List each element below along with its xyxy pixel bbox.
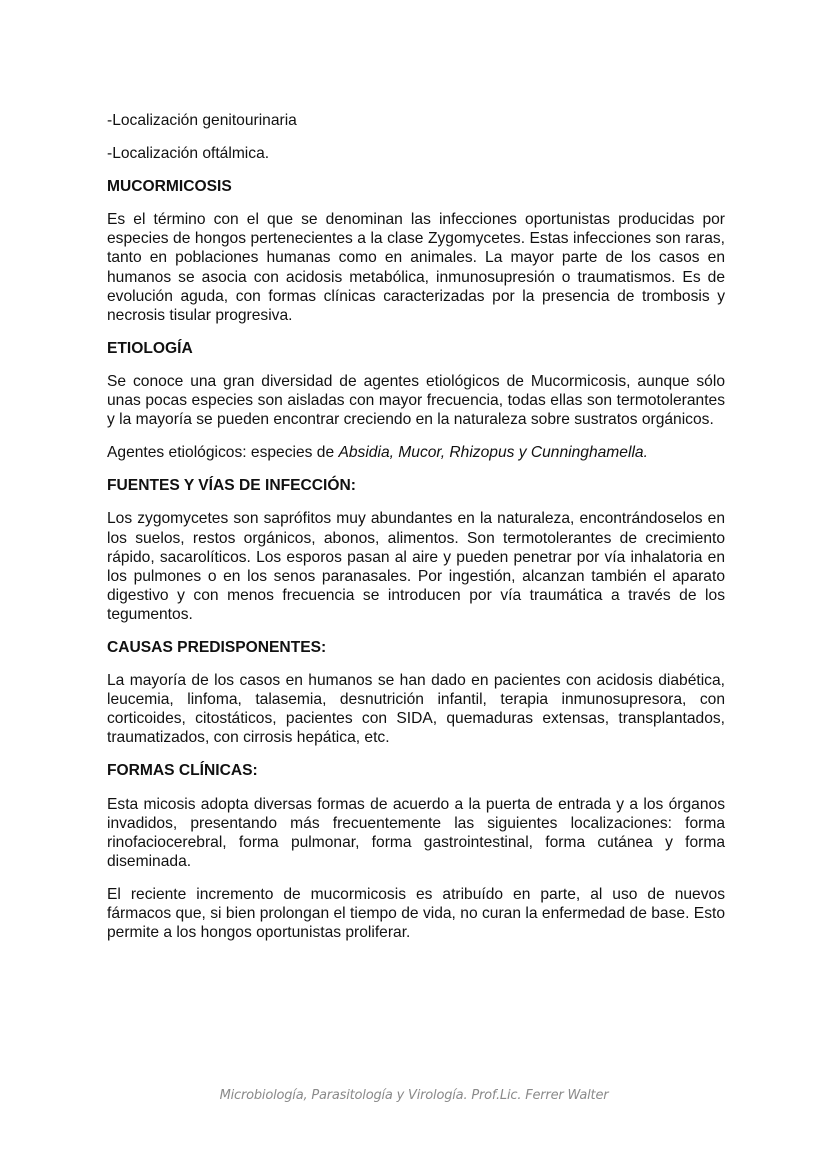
document-page — [107, 111, 725, 956]
section-heading-etiologia: ETIOLOGÍA — [107, 339, 193, 357]
paragraph-causas: La mayoría de los casos en humanos se han dado en pacientes con acidosis diabética, leucemia, linfoma, talasemia, desnutrición infantil, terapia inmunosupresora, con corticoides, citostáticos, pacientes con SIDA, quemaduras extensas, transplantados, traumatizados, con cirrosis hepática, etc. — [107, 672, 725, 747]
section-heading-causas: CAUSAS PREDISPONENTES: — [107, 638, 327, 656]
page-footer: Microbiología, Parasitología y Virología. Prof.Lic. Ferrer Walter — [219, 1088, 609, 1103]
section-heading-mucormicosis: MUCORMICOSIS — [107, 178, 232, 196]
section-heading-fuentes: FUENTES Y VÍAS DE INFECCIÓN: — [107, 477, 356, 495]
paragraph-formas: Esta micosis adopta diversas formas de acuerdo a la puerta de entrada y a los órganos invadidos, presentando más frecuentemente las siguientes localizaciones: forma rinofaciocerebral, forma pulmonar, forma gastrointestinal, forma cutánea y forma diseminada. — [107, 795, 725, 870]
paragraph-etiologia: Se conoce una gran diversidad de agentes etiológicos de Mucormicosis, aunque sólo unas pocas especies son aisladas con mayor frecuencia, todas ellas son termotolerantes y la mayoría se pueden encontrar creciendo en la naturaleza sobre sustratos orgánicos. — [107, 372, 725, 429]
paragraph-agentes — [107, 443, 725, 462]
agents-prefix: Agentes etiológicos: especies de — [107, 444, 339, 462]
paragraph-fuentes: Los zygomycetes son saprófitos muy abundantes en la naturaleza, encontrándoselos en los suelos, restos orgánicos, abonos, alimentos. Son termotolerantes de crecimiento rápido, sacarolíticos. Los esporos pasan al aire y pueden penetrar por vía inhalatoria en los pulmones o en los senos paranasales. Por ingestión, alcanzan también el aparato digestivo y con menos frecuencia se introducen por vía traumática a través de los tegumentos. — [107, 510, 725, 623]
paragraph-mucormicosis: Es el término con el que se denominan las infecciones oportunistas producidas por especies de hongos pertenecientes a la clase Zygomycetes. Estas infecciones son raras, tanto en poblaciones humanas como en animales. La mayor parte de los casos en humanos se asocia con acidosis metabólica, inmunosupresión o traumatismos. Es de evolución aguda, con formas clínicas caracterizadas por la presencia de trombosis y necrosis tisular progresiva. — [107, 211, 725, 324]
list-item: -Localización genitourinaria — [107, 112, 297, 129]
section-heading-formas: FORMAS CLÍNICAS: — [107, 762, 258, 780]
paragraph-incremento: El reciente incremento de mucormicosis es atribuído en parte, al uso de nuevos fármacos que, si bien prolongan el tiempo de vida, no curan la enfermedad de base. Esto permite a los hongos oportunistas proliferar. — [107, 885, 725, 942]
agents-species: Absidia, Mucor, Rhizopus y Cunninghamella. — [338, 444, 648, 462]
list-item: -Localización oftálmica. — [107, 145, 270, 163]
